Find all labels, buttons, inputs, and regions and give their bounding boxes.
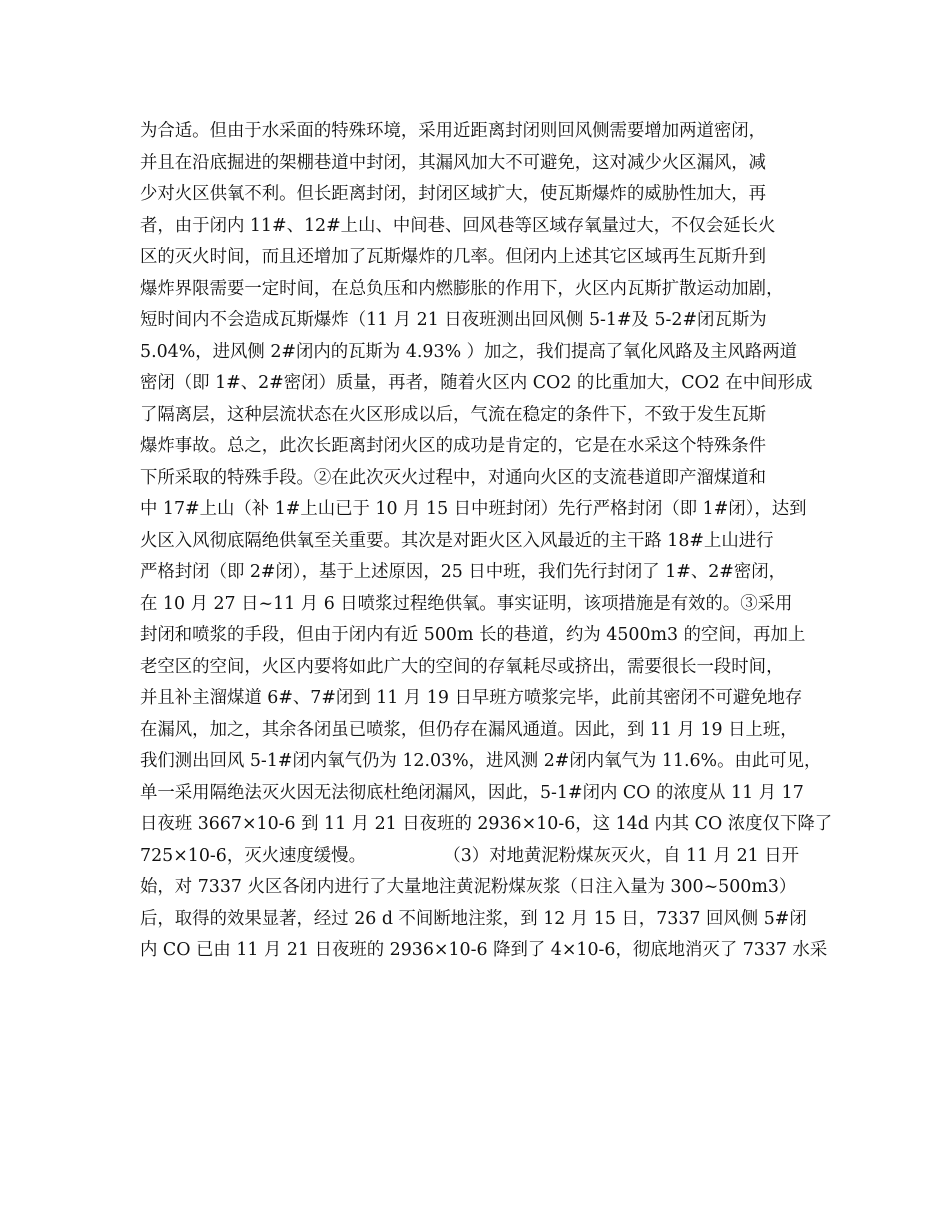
text-line: 密闭（即 1#、2#密闭）质量，再者，随着火区内 CO2 的比重加大，CO2 在中间形成: [140, 373, 813, 393]
text-line: 短时间内不会造成瓦斯爆炸（11 月 21 日夜班测出回风侧 5-1#及 5-2#闭瓦斯为: [140, 310, 767, 330]
text-line: 老空区的空间，火区内要将如此广大的空间的存氧耗尽或挤出，需要很长一段时间，: [140, 656, 784, 677]
text-line: 少对火区供氧不利。但长距离封闭，封闭区域扩大，使瓦斯爆炸的威胁性加大，再: [140, 184, 767, 204]
text-line: 5.04%，进风侧 2#闭内的瓦斯为 4.93% ）加之，我们提高了氧化风路及主风路两道: [140, 341, 798, 362]
text-line: 区的灭火时间，而且还增加了瓦斯爆炸的几率。但闭内上述其它区域再生瓦斯升到: [140, 247, 767, 267]
text-line: 我们测出回风 5-1#闭内氧气仍为 12.03%，进风测 2#闭内氧气为 11.6%。由此可见，: [140, 751, 822, 771]
text-line: 始，对 7337 火区各闭内进行了大量地注黄泥粉煤灰浆（日注入量为 300~500m3）: [140, 877, 797, 897]
text-line: 日夜班 3667×10-6 到 11 月 21 日夜班的 2936×10-6，这 14d 内其 CO 浓度仅下降了: [140, 814, 833, 834]
text-line: 并且补主溜煤道 6#、7#闭到 11 月 19 日早班方喷浆完毕，此前其密闭不可避免地存: [140, 688, 803, 708]
text-line: 单一采用隔绝法灭火因无法彻底杜绝闭漏风，因此，5-1#闭内 CO 的浓度从 11 月 17: [140, 782, 804, 803]
text-line: 725×10-6，灭火速度缓慢。 （3）对地黄泥粉煤灰灭火，自 11 月 21 日开: [140, 845, 800, 866]
text-line: 爆炸事故。总之，此次长距离封闭火区的成功是肯定的，它是在水采这个特殊条件: [140, 436, 767, 456]
text-line: 爆炸界限需要一定时间，在总负压和内燃膨胀的作用下，火区内瓦斯扩散运动加剧，: [140, 278, 784, 299]
text-line: 封闭和喷浆的手段，但由于闭内有近 500m 长的巷道，约为 4500m3 的空间，再加上: [140, 625, 806, 645]
text-line: 内 CO 已由 11 月 21 日夜班的 2936×10-6 降到了 4×10-6，彻底地消灭了 7337 水采: [140, 940, 828, 960]
text-line: 在 10 月 27 日~11 月 6 日喷浆过程绝供氧。事实证明，该项措施是有效的。③采用: [140, 593, 793, 614]
text-line: 火区入风彻底隔绝供氧至关重要。其次是对距火区入风最近的主干路 18#上山进行: [140, 530, 774, 551]
text-line: 并且在沿底掘进的架棚巷道中封闭，其漏风加大不可避免，这对减少火区漏风，减: [140, 152, 767, 173]
text-line: 后，取得的效果显著，经过 26 d 不间断地注浆，到 12 月 15 日，7337 回风侧 5#闭: [140, 908, 807, 929]
text-line: 下所采取的特殊手段。②在此次灭火过程中，对通向火区的支流巷道即产溜煤道和: [140, 467, 767, 488]
text-line: 严格封闭（即 2#闭），基于上述原因，25 日中班，我们先行封闭了 1#、2#密闭，: [140, 562, 787, 582]
text-line: 中 17#上山（补 1#上山已于 10 月 15 日中班封闭）先行严格封闭（即 1#闭），达到: [140, 499, 807, 519]
text-line: 为合适。但由于水采面的特殊环境，采用近距离封闭则回风侧需要增加两道密闭，: [140, 121, 767, 141]
text-line: 者，由于闭内 11#、12#上山、中间巷、回风巷等区域存氧量过大，不仅会延长火: [140, 215, 776, 236]
body-text: [140, 116, 833, 967]
text-line: 了隔离层，这种层流状态在火区形成以后，气流在稳定的条件下，不致于发生瓦斯: [140, 404, 767, 425]
text-line: 在漏风，加之，其余各闭虽已喷浆，但仍存在漏风通道。因此，到 11 月 19 日上班，: [140, 719, 798, 740]
